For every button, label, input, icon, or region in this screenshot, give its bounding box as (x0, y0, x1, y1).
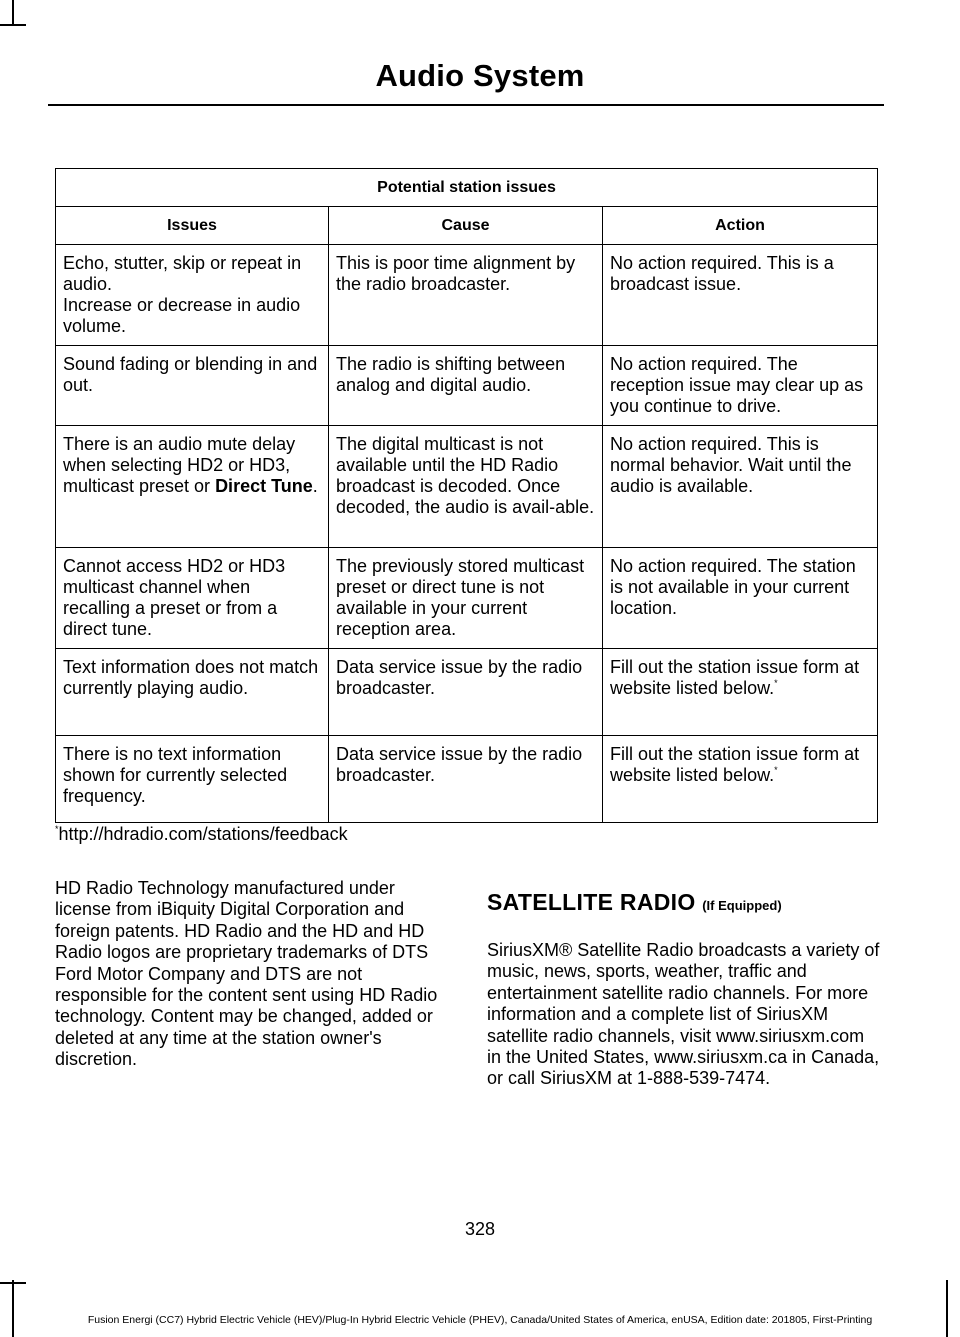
issue-cell: There is no text information shown for currently selected frequency. (56, 736, 329, 823)
if-equipped-note: (If Equipped) (702, 898, 782, 913)
page-number: 328 (464, 1219, 496, 1239)
cause-cell: This is poor time alignment by the radio broadcaster. (329, 245, 603, 346)
cause-cell: The radio is shifting between analog and digital audio. (329, 346, 603, 426)
column-header-action: Action (603, 207, 878, 245)
section-title: SATELLITE RADIO (487, 889, 696, 915)
table-caption-row (56, 169, 878, 207)
footnote-mark: * (55, 824, 59, 834)
action-cell: No action required. The reception issue may clear up as you continue to drive. (603, 346, 878, 426)
table-row (56, 736, 878, 823)
issue-cell: Text information does not match currently playing audio. (56, 649, 329, 736)
cause-cell: The previously stored multicast preset or direct tune is not available in your current reception area. (329, 548, 603, 649)
issue-cell: Cannot access HD2 or HD3 multicast channel when recalling a preset or from a direct tune. (56, 548, 329, 649)
footnote-mark: * (774, 765, 778, 775)
crop-mark (0, 1282, 26, 1284)
action-cell (603, 736, 878, 823)
table-row (56, 649, 878, 736)
header-divider (48, 104, 884, 106)
table-header-row (56, 207, 878, 245)
hd-radio-trademark-paragraph: HD Radio Technology manufactured under license from iBiquity Digital Corporation and foreign patents. HD Radio and the HD and HD Radio logos are proprietary trademarks of DTS Ford Motor Company and DTS are not responsible for the content sent using HD Radio technology. Content may be changed, added or deleted at any time at the station owner's discretion. (55, 878, 438, 1070)
cause-cell: Data service issue by the radio broadcaster. (329, 736, 603, 823)
action-cell: No action required. The station is not available in your current location. (603, 548, 878, 649)
satellite-radio-heading (487, 889, 782, 916)
direct-tune-term: Direct Tune (215, 476, 313, 496)
table-row (56, 245, 878, 346)
satellite-radio-paragraph: SiriusXM® Satellite Radio broadcasts a variety of music, news, sports, weather, traffic and entertainment satellite radio channels. For more information and a complete list of SiriusXM satellite radio channels, visit www.siriusxm.com in the United States, www.siriusxm.ca in Canada, or call SiriusXM at 1-888-539-7474. (487, 940, 880, 1089)
issue-text-suffix: . (312, 476, 318, 496)
issue-cell (56, 426, 329, 548)
table-row (56, 346, 878, 426)
action-text: Fill out the station issue form at website listed below. (610, 657, 860, 698)
column-header-issues: Issues (56, 207, 329, 245)
crop-mark (12, 0, 14, 26)
crop-mark (0, 24, 26, 26)
issue-text-extra: Increase or decrease in audio volume. (63, 295, 301, 336)
issue-cell: Sound fading or blending in and out. (56, 346, 329, 426)
crop-mark (946, 1280, 948, 1337)
action-cell: No action required. This is a broadcast issue. (603, 245, 878, 346)
action-cell: No action required. This is normal behavior. Wait until the audio is available. (603, 426, 878, 548)
crop-mark (12, 1280, 14, 1337)
issue-text: Echo, stutter, skip or repeat in audio. (63, 253, 302, 294)
action-cell (603, 649, 878, 736)
column-header-cause: Cause (329, 207, 603, 245)
table-row (56, 426, 878, 548)
table-footnote (55, 823, 348, 845)
issue-cell (56, 245, 329, 346)
cause-cell: Data service issue by the radio broadcaster. (329, 649, 603, 736)
action-text: Fill out the station issue form at website listed below. (610, 744, 860, 785)
page-footer: Fusion Energi (CC7) Hybrid Electric Vehicle (HEV)/Plug-In Hybrid Electric Vehicle (PHEV), Canada/United States of America, enUSA, Edition date: 201805, First-Printing (87, 1314, 873, 1326)
page-title: Audio System (375, 58, 585, 93)
issue-text: There is an audio mute delay when selecting HD2 or HD3, multicast preset or (63, 434, 296, 496)
cause-cell: The digital multicast is not available until the HD Radio broadcast is decoded. Once decoded, the audio is avail-able. (329, 426, 603, 548)
footnote-url: http://hdradio.com/stations/feedback (58, 824, 348, 844)
table-row (56, 548, 878, 649)
station-issues-table (55, 168, 878, 823)
footnote-mark: * (774, 678, 778, 688)
table-caption: Potential station issues (56, 169, 878, 207)
